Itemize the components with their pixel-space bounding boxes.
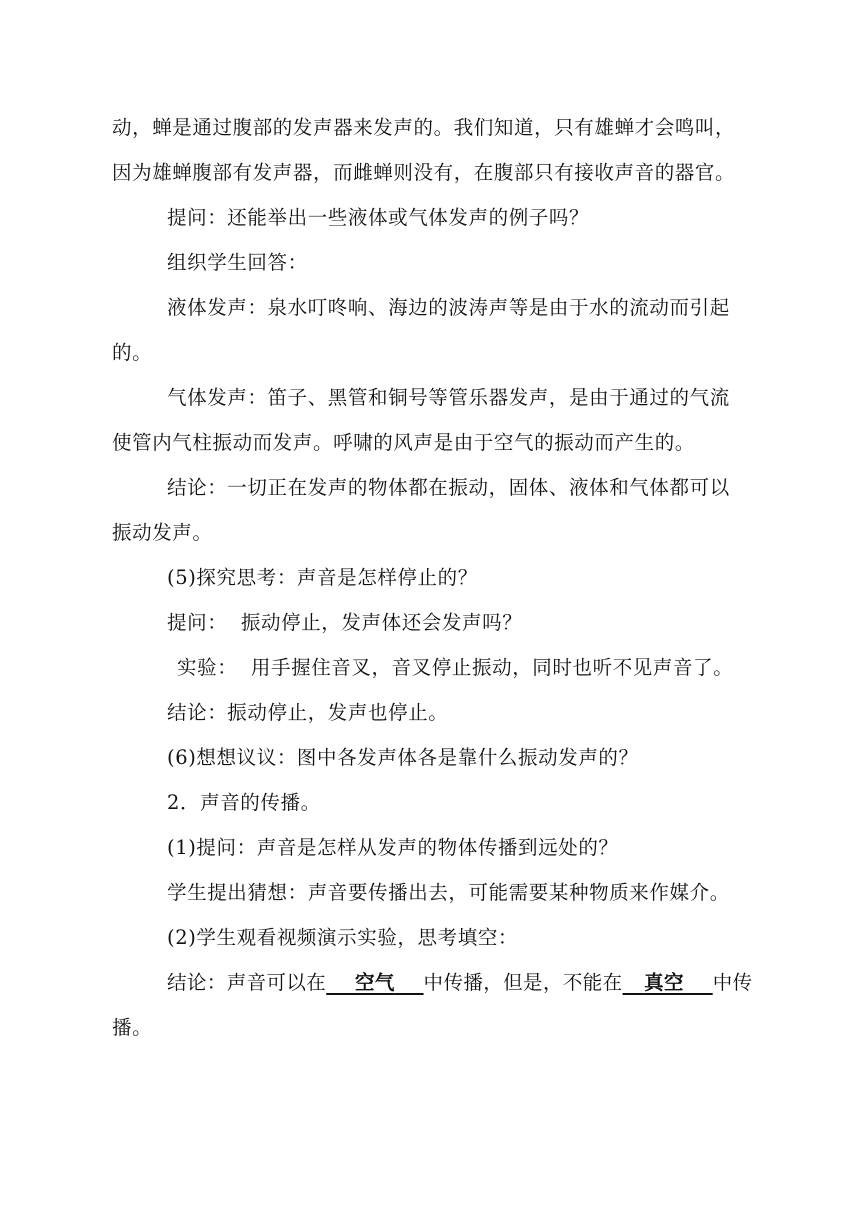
paragraph-line: 学生提出猜想：声音要传播出去，可能需要某种物质来作媒介。 (167, 881, 730, 904)
paragraph-line: 播。 (112, 1016, 153, 1039)
conclusion-text-part1: 结论：声音可以在 (167, 971, 327, 994)
paragraph-line: 振动发声。 (112, 521, 213, 544)
paragraph-line: 实验： 用手握住音叉，音叉停止振动，同时也听不见声音了。 (177, 656, 734, 679)
blank-answer-vacuum: 真空 (644, 971, 684, 994)
blank-answer-air: 空气 (354, 971, 395, 994)
paragraph-line: 因为雄蝉腹部有发声器，而雌蝉则没有，在腹部只有接收声音的器官。 (112, 161, 736, 184)
fill-in-conclusion-line (167, 971, 753, 995)
paragraph-line: 的。 (112, 341, 153, 364)
conclusion-text-part3: 中传 (712, 971, 753, 994)
paragraph-line: 提问： 振动停止，发声体还会发声吗？ (167, 611, 523, 634)
paragraph-line: 使管内气柱振动而发声。呼啸的风声是由于空气的振动而产生的。 (112, 431, 695, 454)
paragraph-line: (2)学生观看视频演示实验，思考填空： (167, 926, 519, 949)
paragraph-line: 2．声音的传播。 (167, 791, 321, 814)
paragraph-line: 动，蝉是通过腹部的发声器来发声的。我们知道，只有雄蝉才会鸣叫， (112, 116, 736, 139)
paragraph-line: (1)提问：声音是怎样从发声的物体传播到远处的？ (167, 836, 619, 859)
paragraph-line: 液体发声：泉水叮咚响、海边的波涛声等是由于水的流动而引起 (167, 296, 730, 319)
paragraph-line: 组织学生回答： (167, 251, 308, 274)
paragraph-line: 提问：还能举出一些液体或气体发声的例子吗？ (167, 206, 590, 229)
paragraph-line: (5)探究思考：声音是怎样停止的？ (167, 566, 478, 589)
conclusion-text-part2: 中传播，但是，不能在 (423, 971, 623, 994)
paragraph-line: 结论：振动停止，发声也停止。 (167, 701, 449, 724)
paragraph-line: (6)想想议议：图中各发声体各是靠什么振动发声的？ (167, 746, 639, 769)
paragraph-line: 结论：一切正在发声的物体都在振动，固体、液体和气体都可以 (167, 476, 730, 499)
paragraph-line: 气体发声：笛子、黑管和铜号等管乐器发声，是由于通过的气流 (167, 386, 730, 409)
